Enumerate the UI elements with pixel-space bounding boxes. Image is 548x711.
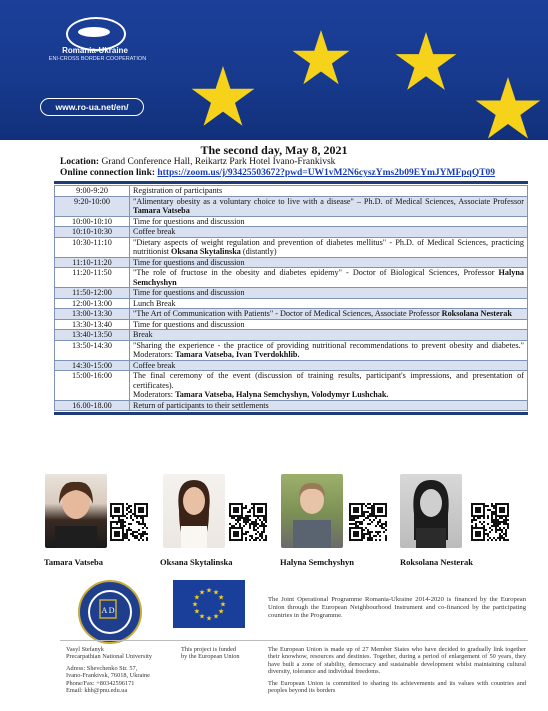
programme-funding-text: The Joint Operational Programme Romania-Ukraine 2014-2020 is financed by the European Union through the European Neighbourhood Instrument and co-financed by the participating countries in the Programme. bbox=[268, 596, 526, 619]
eu-star-icon: ★ bbox=[212, 612, 220, 621]
speaker-name-inline: Tamara Vatseba bbox=[133, 206, 190, 215]
session-text: Registration of participants bbox=[133, 186, 223, 195]
table-row bbox=[55, 330, 528, 341]
session-text: "Alimentary obesity as a voluntary choice to live with a disease" – Ph.D. of Medical Sciences, Associate Professor bbox=[133, 196, 524, 206]
star-icon bbox=[476, 77, 541, 139]
table-row bbox=[55, 360, 528, 371]
eu-statement-para: The European Union is committed to sharing its achievements and its values with countries and peoples beyond its borders bbox=[268, 679, 526, 695]
session-description bbox=[130, 298, 528, 309]
speaker-name: Halyna Semchyshyn bbox=[280, 557, 354, 567]
table-row bbox=[55, 216, 528, 227]
table-row bbox=[55, 319, 528, 330]
contact-block bbox=[66, 646, 176, 694]
contact-line: Phone/Fax: +80342596171 bbox=[66, 679, 135, 687]
page-title: The second day, May 8, 2021 bbox=[200, 143, 348, 157]
session-text: Coffee break bbox=[133, 360, 176, 370]
session-time: 12:00-13:00 bbox=[55, 298, 130, 309]
eu-star-icon: ★ bbox=[198, 612, 206, 621]
session-time: 10:10-10:30 bbox=[55, 227, 130, 238]
table-row bbox=[55, 196, 528, 216]
session-time: 13:00-13:30 bbox=[55, 309, 130, 320]
qr-code-icon bbox=[229, 503, 267, 541]
zoom-link[interactable]: https://zoom.us/j/93425503672?pwd=UW1vM2N6cyszYms2b09EYmJYMFpqQT09 bbox=[157, 168, 496, 178]
session-description bbox=[130, 288, 528, 299]
session-text: Time for questions and discussion bbox=[133, 319, 245, 329]
session-time: 11:50-12:00 bbox=[55, 288, 130, 299]
table-row bbox=[55, 288, 528, 299]
table-row bbox=[55, 237, 528, 257]
session-time: 13:40-13:50 bbox=[55, 330, 130, 341]
eu-funded-note bbox=[181, 646, 265, 661]
eu-statement bbox=[268, 646, 526, 694]
qr-code-icon bbox=[110, 503, 148, 541]
logo-subtitle: ENI-CROSS BORDER COOPERATION bbox=[48, 56, 147, 62]
star-icon bbox=[292, 30, 349, 84]
session-time: 13:30-13:40 bbox=[55, 319, 130, 330]
eu-flag-icon bbox=[173, 580, 245, 628]
session-text: Break bbox=[133, 330, 153, 339]
session-time: 16.00-18.00 bbox=[55, 400, 130, 411]
session-description bbox=[130, 319, 528, 330]
eu-star-icon: ★ bbox=[212, 588, 220, 597]
speaker-name: Oksana Skytalinska bbox=[160, 557, 233, 567]
table-row bbox=[55, 227, 528, 238]
session-description bbox=[130, 257, 528, 268]
qr-code-icon bbox=[471, 503, 509, 541]
session-text: Time for questions and discussion bbox=[133, 288, 245, 297]
table-row bbox=[55, 371, 528, 401]
session-time: 9:20-10:00 bbox=[55, 196, 130, 216]
eu-star-icon: ★ bbox=[217, 607, 225, 616]
session-description bbox=[130, 227, 528, 238]
speaker-name-inline: Halyna Semchyshyn bbox=[133, 268, 524, 287]
speaker-photo bbox=[163, 474, 225, 548]
session-description bbox=[130, 216, 528, 227]
session-text: Time for questions and discussion bbox=[133, 216, 245, 226]
session-description bbox=[130, 196, 528, 216]
star-icon bbox=[192, 66, 255, 126]
eu-star-icon: ★ bbox=[191, 600, 199, 609]
speaker-name-inline: Oksana Skytalinska bbox=[170, 247, 241, 256]
session-description bbox=[130, 371, 528, 401]
session-time: 10:30-11:10 bbox=[55, 237, 130, 257]
session-text: Coffee break bbox=[133, 227, 176, 236]
session-text: (distantly) bbox=[240, 247, 277, 256]
website-link[interactable]: www.ro-ua.net/en/ bbox=[40, 98, 144, 116]
speaker-photo bbox=[45, 474, 107, 548]
speaker-photo bbox=[400, 474, 462, 548]
session-time: 9:00-9:20 bbox=[55, 186, 130, 197]
speaker-name-inline: Tamara Vatseba, Ivan Tverdokhlib. bbox=[175, 350, 300, 359]
funded-line: This project is funded bbox=[181, 646, 237, 653]
eu-star-icon: ★ bbox=[193, 607, 201, 616]
speaker-name: Roksolana Nesterak bbox=[400, 557, 473, 567]
contact-line: Precarpathian National University bbox=[66, 653, 153, 661]
star-icon bbox=[396, 32, 457, 90]
session-text: "Sharing the experience - the practice of providing nutritional recommendations to prevent obesity and diabetes." Moderators: bbox=[133, 340, 524, 359]
speaker-photo bbox=[281, 474, 343, 548]
speaker-name-inline: Roksolana Nesterak bbox=[441, 309, 512, 318]
online-link-label: Online connection link: bbox=[60, 168, 156, 178]
session-time: 13:50-14:30 bbox=[55, 340, 130, 360]
speaker-name-inline: Tamara Vatseba, Halyna Semchyshyn, Volodymyr Lushchak. bbox=[175, 390, 389, 399]
session-description bbox=[130, 360, 528, 371]
session-time: 14:30-15:00 bbox=[55, 360, 130, 371]
session-description bbox=[130, 330, 528, 341]
session-description bbox=[130, 340, 528, 360]
table-row bbox=[55, 298, 528, 309]
speaker-name: Tamara Vatseba bbox=[44, 557, 103, 567]
session-text: "Dietary aspects of weight regulation and prevention of diabetes mellitus" - Ph.D. of Medical Sciences, practicing nutritionist bbox=[133, 237, 524, 256]
session-description bbox=[130, 268, 528, 288]
contact-email[interactable]: Email: khh@pnu.edu.ua bbox=[66, 687, 128, 695]
eu-statement-para: The European Union is made up of 27 Member States who have decided to gradually link together their knowhow, resources and destinies. Together, during a period of enlargement of 50 years, they have built a zone of stability, democracy and sustainable development whilst maintaining cultural diversity, tolerance and individual freedoms. bbox=[268, 646, 526, 676]
session-time: 10:00-10:10 bbox=[55, 216, 130, 227]
location-line bbox=[60, 157, 335, 167]
eu-star-icon: ★ bbox=[193, 593, 201, 602]
session-time: 11:10-11:20 bbox=[55, 257, 130, 268]
online-link-line bbox=[60, 168, 495, 178]
session-text: The final ceremony of the event (discussion of training results, participant's impressions, and presentation of certificates). bbox=[133, 371, 524, 390]
schedule-table bbox=[54, 185, 528, 411]
table-bottom-bar bbox=[54, 412, 528, 415]
svg-text:A D: A D bbox=[101, 606, 115, 615]
eu-star-icon: ★ bbox=[217, 593, 225, 602]
table-row bbox=[55, 186, 528, 197]
university-seal-icon bbox=[78, 580, 142, 644]
eu-star-icon: ★ bbox=[205, 614, 213, 623]
location-value: Grand Conference Hall, Reikartz Park Hotel Ivano-Frankivsk bbox=[101, 157, 336, 167]
session-text: Lunch Break bbox=[133, 298, 176, 308]
qr-code-icon bbox=[349, 503, 387, 541]
session-time: 11:20-11:50 bbox=[55, 268, 130, 288]
session-description bbox=[130, 237, 528, 257]
table-row bbox=[55, 340, 528, 360]
session-text: "The role of fructose in the obesity and diabetes epidemy" - Doctor of Biological Sciences, Professor bbox=[133, 268, 499, 277]
eu-stars-decoration bbox=[0, 0, 548, 140]
contact-line: Ivano-Frankivsk, 76018, Ukraine bbox=[66, 672, 150, 680]
session-text: Time for questions and discussion bbox=[133, 257, 245, 267]
contact-line: Adress: Shevchenko Str. 57, bbox=[66, 664, 138, 672]
session-time: 15:00-16:00 bbox=[55, 371, 130, 401]
table-row bbox=[55, 400, 528, 411]
footer-divider bbox=[60, 640, 528, 641]
session-text: "The Art of Communication with Patients" - Doctor of Medical Sciences, Associate Professor bbox=[133, 309, 442, 318]
table-row bbox=[55, 268, 528, 288]
header-banner bbox=[0, 0, 548, 140]
session-description bbox=[130, 400, 528, 411]
eu-star-icon: ★ bbox=[205, 586, 213, 595]
eu-star-icon: ★ bbox=[219, 600, 227, 609]
session-description bbox=[130, 309, 528, 320]
session-text: Return of participants to their settlements bbox=[133, 400, 269, 410]
logo-title: Romania-Ukraine bbox=[62, 46, 128, 55]
contact-line: Vasyl Stefanyk bbox=[66, 646, 104, 653]
table-top-bar bbox=[54, 181, 528, 184]
location-label: Location: bbox=[60, 157, 100, 167]
session-text: Moderators: bbox=[133, 390, 176, 399]
eu-star-icon: ★ bbox=[198, 588, 206, 597]
funded-line: by the European Union bbox=[181, 653, 240, 661]
table-row bbox=[55, 309, 528, 320]
table-row bbox=[55, 257, 528, 268]
session-description bbox=[130, 186, 528, 197]
